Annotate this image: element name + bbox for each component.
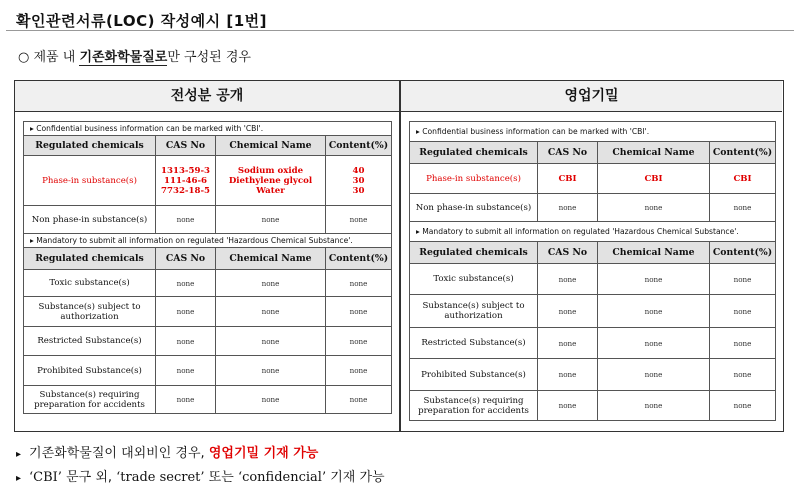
panel-divider: [399, 81, 401, 431]
chemical-name-value: Diethylene glycol: [228, 175, 313, 186]
none-cell: none: [598, 264, 710, 295]
header-chemical-name: Chemical Name: [216, 248, 326, 270]
chemical-name-value: Water: [256, 185, 285, 196]
none-cell: none: [598, 391, 710, 421]
circle-bullet-icon: ○: [18, 50, 30, 65]
none-cell: none: [156, 386, 216, 414]
cbi-note: ▸ Confidential business information can be marked with 'CBI'.: [410, 122, 776, 142]
bullet-list: [16, 444, 385, 492]
content-value: 30: [352, 175, 365, 186]
header-cas-no: CAS No: [156, 136, 216, 156]
none-cell: none: [326, 270, 392, 297]
header-regulated-chemicals: Regulated chemicals: [24, 136, 156, 156]
chemical-name-value: Sodium oxide: [237, 165, 304, 176]
hazard-label: Restricted Substance(s): [410, 328, 538, 359]
phase-in-content-cbi: CBI: [710, 164, 776, 194]
phase-in-name-cbi: CBI: [598, 164, 710, 194]
none-cell: none: [156, 356, 216, 386]
phase-in-label: Phase-in substance(s): [24, 156, 156, 206]
hazard-label: Toxic substance(s): [410, 264, 538, 295]
bullet2-quote-trade-secret: ‘trade secret’: [116, 470, 205, 485]
bullet-item: [16, 468, 385, 492]
none-cell: none: [326, 356, 392, 386]
phase-in-contents: [326, 156, 392, 206]
mandatory-note: ▸ Mandatory to submit all information on regulated 'Hazardous Chemical Substance'.: [24, 234, 392, 248]
none-cell: none: [216, 206, 326, 234]
none-cell: none: [538, 328, 598, 359]
header-cas-no: CAS No: [156, 248, 216, 270]
subtitle: [18, 46, 251, 65]
none-cell: none: [598, 295, 710, 328]
bullet-item: [16, 444, 385, 468]
header-cas-no: CAS No: [538, 142, 598, 164]
header-regulated-chemicals: Regulated chemicals: [24, 248, 156, 270]
subtitle-prefix: 제품 내: [33, 50, 80, 65]
none-cell: none: [538, 295, 598, 328]
cbi-note: ▸ Confidential business information can be marked with 'CBI'.: [24, 122, 392, 136]
none-cell: none: [598, 194, 710, 222]
subtitle-suffix: 만 구성된 경우: [167, 50, 251, 65]
bullet2-text: 문구 외,: [61, 470, 117, 485]
none-cell: none: [598, 359, 710, 391]
header-content: Content(%): [710, 142, 776, 164]
page-title: 확인관련서류(LOC) 작성예시 [1번]: [16, 12, 267, 30]
header-chemical-name: Chemical Name: [598, 242, 710, 264]
header-regulated-chemicals: Regulated chemicals: [410, 242, 538, 264]
triangle-bullet-icon: ▸: [16, 449, 22, 460]
hazard-label: Substance(s) requiring preparation for accidents: [24, 386, 156, 414]
phase-in-cas-cbi: CBI: [538, 164, 598, 194]
header-content: Content(%): [326, 136, 392, 156]
bullet1-prefix: 기존화학물질이 대외비인 경우,: [29, 446, 209, 461]
hazard-label: Prohibited Substance(s): [410, 359, 538, 391]
none-cell: none: [326, 297, 392, 327]
non-phase-in-label: Non phase-in substance(s): [410, 194, 538, 222]
phase-in-label: Phase-in substance(s): [410, 164, 538, 194]
none-cell: none: [710, 194, 776, 222]
none-cell: none: [326, 386, 392, 414]
none-cell: none: [326, 327, 392, 356]
hazard-label: Toxic substance(s): [24, 270, 156, 297]
header-content: Content(%): [326, 248, 392, 270]
header-cas-no: CAS No: [538, 242, 598, 264]
none-cell: none: [156, 327, 216, 356]
phase-in-cas: [156, 156, 216, 206]
right-table: [409, 121, 776, 421]
title-bar: [6, 6, 794, 31]
non-phase-in-label: Non phase-in substance(s): [24, 206, 156, 234]
none-cell: none: [156, 270, 216, 297]
hazard-label: Restricted Substance(s): [24, 327, 156, 356]
none-cell: none: [538, 264, 598, 295]
right-panel-title: 영업기밀: [401, 81, 782, 112]
hazard-label: Substance(s) subject to authorization: [24, 297, 156, 327]
none-cell: none: [538, 359, 598, 391]
none-cell: none: [216, 270, 326, 297]
none-cell: none: [156, 297, 216, 327]
none-cell: none: [326, 206, 392, 234]
header-chemical-name: Chemical Name: [598, 142, 710, 164]
subtitle-highlight: 기존화학물질로: [79, 50, 168, 65]
none-cell: none: [216, 297, 326, 327]
triangle-bullet-icon: ▸: [16, 473, 22, 484]
bullet2-text: 또는: [204, 470, 238, 485]
none-cell: none: [710, 295, 776, 328]
header-regulated-chemicals: Regulated chemicals: [410, 142, 538, 164]
none-cell: none: [216, 356, 326, 386]
cas-value: 7732-18-5: [161, 185, 210, 196]
hazard-label: Substance(s) requiring preparation for accidents: [410, 391, 538, 421]
left-table: [23, 121, 392, 414]
none-cell: none: [156, 206, 216, 234]
content-value: 30: [352, 185, 365, 196]
comparison-box: [14, 80, 784, 432]
none-cell: none: [216, 386, 326, 414]
none-cell: none: [710, 359, 776, 391]
header-chemical-name: Chemical Name: [216, 136, 326, 156]
bullet2-quote-confidencial: ‘confidencial’: [237, 470, 327, 485]
content-value: 40: [352, 165, 365, 176]
none-cell: none: [538, 194, 598, 222]
left-panel-title: 전성분 공개: [15, 81, 399, 112]
mandatory-note: ▸ Mandatory to submit all information on regulated 'Hazardous Chemical Substance'.: [410, 222, 776, 242]
cas-value: 1313-59-3: [161, 165, 210, 176]
none-cell: none: [598, 328, 710, 359]
cas-value: 111-46-6: [163, 175, 207, 186]
none-cell: none: [710, 328, 776, 359]
phase-in-names: [216, 156, 326, 206]
bullet2-quote-cbi: ‘CBI’: [29, 470, 62, 485]
bullet2-suffix: 기재 가능: [326, 470, 385, 485]
none-cell: none: [710, 391, 776, 421]
none-cell: none: [710, 264, 776, 295]
none-cell: none: [216, 327, 326, 356]
header-content: Content(%): [710, 242, 776, 264]
none-cell: none: [538, 391, 598, 421]
hazard-label: Prohibited Substance(s): [24, 356, 156, 386]
bullet1-emphasis: 영업기밀 기재 가능: [208, 446, 319, 461]
hazard-label: Substance(s) subject to authorization: [410, 295, 538, 328]
